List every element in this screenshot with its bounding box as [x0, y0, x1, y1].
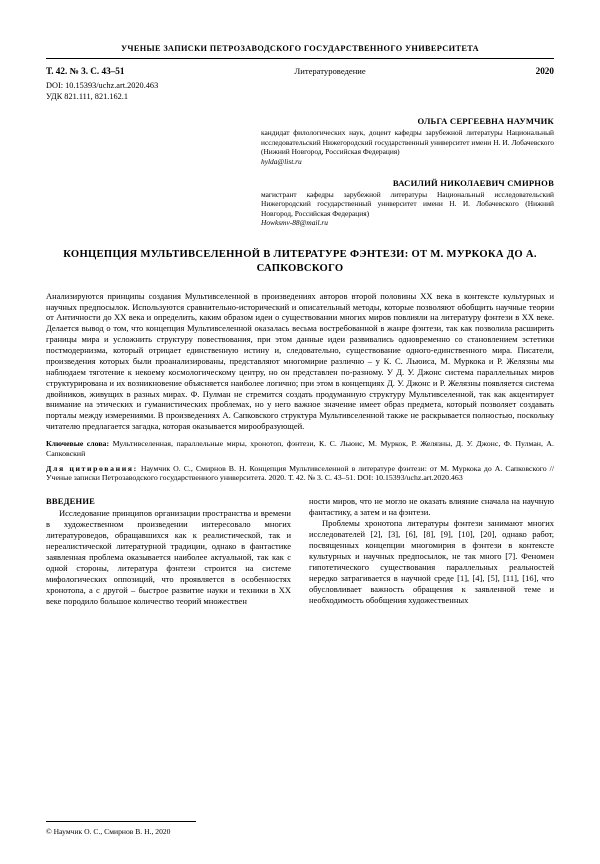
issue-volume: Т. 42. № 3. С. 43–51 — [46, 66, 125, 76]
section-heading: ВВЕДЕНИЕ — [46, 496, 96, 507]
paragraph: Проблемы хронотопа литературы фэнтези занимают многих исследователей [2], [3], [6], [8], [9], [10], [20], однако работ, посвященных концепции многомирия в фэнтези в контексте культурных и научных предпосылок, не так много [7]. Феномен гипотетического существования параллельных реальностей нередко затрагивается в научной среде [1], [4], [5], [11], [16], что обусловливает важность обращения к заявленной теме и необходимость обобщения художественных — [309, 518, 554, 605]
author-affiliation: кандидат филологических наук, доцент кафедры зарубежной литературы Национальный исследовательский Нижегородский государственный университет имени Н. И. Лобачевского (Нижний Новгород, Российская Федерация) — [261, 128, 554, 157]
copyright-footer: © Наумчик О. С., Смирнов В. Н., 2020 — [46, 827, 171, 836]
author-email[interactable]: Howksmv-88@mail.ru — [261, 218, 328, 228]
body-column-right — [309, 496, 554, 607]
keywords-block — [46, 439, 554, 459]
journal-header: УЧЕНЫЕ ЗАПИСКИ ПЕТРОЗАВОДСКОГО ГОСУДАРСТВЕННОГО УНИВЕРСИТЕТА — [120, 44, 480, 53]
page-title: КОНЦЕПЦИЯ МУЛЬТИВСЕЛЕННОЙ В ЛИТЕРАТУРЕ ФЭНТЕЗИ: ОТ М. МУРКОКА ДО А. САПКОВСКОГО — [63, 249, 537, 275]
author-entry — [46, 116, 554, 167]
issue-line — [46, 66, 554, 76]
abstract-text: Анализируются принципы создания Мультивселенной в произведениях авторов второй половины XX века в контексте культурных и научных предпосылок. Используются сравнительно-исторический и описательный методы, которые позволяют обобщить научные теории от Античности до XX века и определить, каким образом идеи о существовании многих миров повлияли на литературу фэнтези в XX веке. Делается вывод о том, что концепция Мультивселенной оказалась весьма востребованной в жанре фэнтези, так как позволила расширить границы мира и усложнить структуру повествования, при этом данные идеи развивались одновременно со становлением эстетики постмодернизма, который отрицает единственную истину и, следовательно, существование одного-единственного мира. Писатели, произведения которых были проанализированы, представляют многомирие различно – у К. С. Льюиса, М. Муркока и Р. Желязны мы наблюдаем тяготение к некоему космологическому центру, но он представлен по-разному. У Д. У. Джонс система параллельных миров структурирована и их возникновение объясняется наиболее логично; при этом в концепциях Д. У. Джонс и Р. Желязны появляется система двойников, живущих в разных мирах. Ф. Пулман не стремится создать продуманную структуру Мультивселенной, так как акцентирует внимание на этических и гуманистических проблемах, но у него важное значение имеет образ предмета, который позволяет создавать порталы между измерениями. В произведениях А. Сапковского структура Мультивселенной также не раскрывается полностью, поскольку читателю предлагается загадка, которая оказывается мирообразующей. — [46, 290, 554, 432]
citation-block — [46, 464, 554, 484]
body-column-left — [46, 496, 291, 607]
author-name: ОЛЬГА СЕРГЕЕВНА НАУМЧИК — [417, 116, 554, 127]
article-page — [0, 44, 600, 864]
paragraph: Исследование принципов организации пространства и времени в художественном произведении интересовало многих литературоведов, обращавшихся как к реалистической, так и нереалистической литературной традиции, однако в фантастике заявленная проблема оказывается наиболее актуальной, так как с одной стороны, литература фэнтези строится на системе мифологических оппозиций, что проявляется в особенностях хронотопа, а с другой – быстрое развитие науки и техники в XX веке породило большое количество теорий множествен — [46, 508, 291, 606]
authors-block — [46, 116, 554, 228]
body-columns — [46, 496, 554, 607]
author-affiliation: магистрант кафедры зарубежной литературы Национальный исследовательский Нижегородский государственный университет имени Н. И. Лобачевского (Нижний Новгород, Российская Федерация) — [261, 189, 554, 218]
footer-divider — [46, 821, 196, 822]
keywords-label: Ключевые слова: — [46, 439, 110, 449]
doi-line: DOI: 10.15393/uchz.art.2020.463 — [46, 81, 159, 90]
issue-section: Литературоведение — [294, 66, 366, 76]
paragraph: ности миров, что не могло не оказать влияние сначала на научную фантастику, а затем и на фэнтези. — [309, 496, 554, 518]
header-divider — [46, 58, 554, 59]
author-email[interactable]: hylda@list.ru — [261, 156, 302, 166]
keywords-list: Мультивселенная, параллельные миры, хронотоп, фэнтези, К. С. Льюис, М. Муркок, Р. Желязны, Д. У. Джонс, Ф. Пулман, А. Сапковский — [46, 439, 555, 458]
author-entry — [46, 178, 554, 229]
udk-line: УДК 821.111, 821.162.1 — [46, 92, 128, 102]
citation-text: Наумчик О. С., Смирнов В. Н. Концепция Мультивселенной в литературе фэнтези: от М. Муркока до А. Сапковского // Ученые записки Петрозаводского государственного университета. 2020. Т. 42. № 3. С. 43–51. DOI: 10.15393/uchz.art.2020.463 — [46, 463, 555, 483]
author-name: ВАСИЛИЙ НИКОЛАЕВИЧ СМИРНОВ — [392, 177, 554, 188]
citation-label: Для цитирования: — [46, 463, 138, 473]
issue-year: 2020 — [535, 66, 554, 76]
identifier-block — [46, 80, 554, 102]
